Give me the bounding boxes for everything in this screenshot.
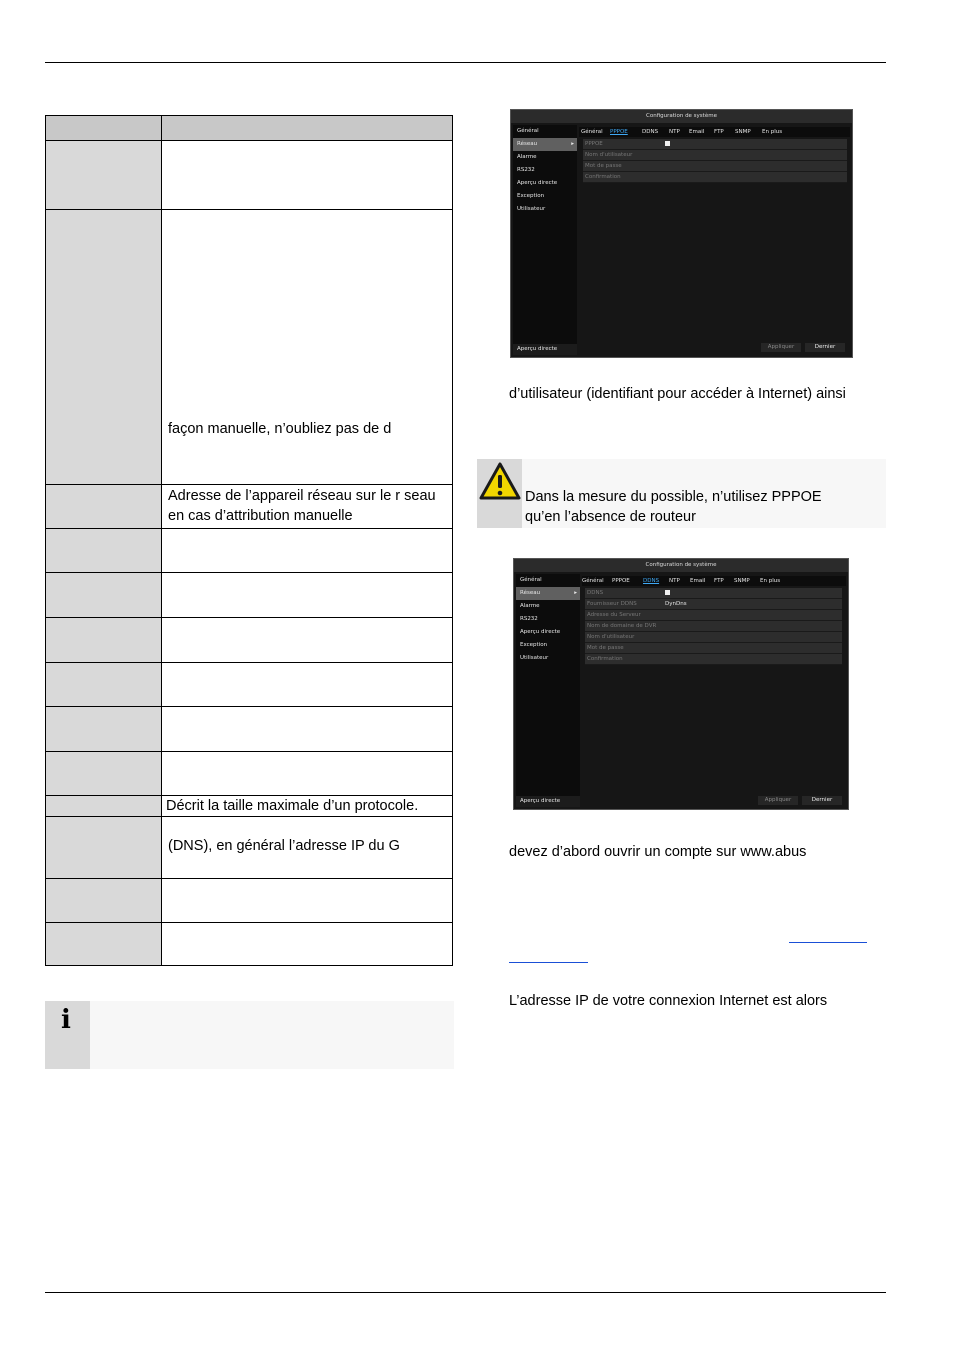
ddns-provider-select[interactable]: DynDns <box>665 601 687 607</box>
apply-button[interactable]: Appliquer <box>758 796 798 805</box>
table-row-desc <box>162 529 453 573</box>
table-row-desc <box>162 663 453 707</box>
table-row <box>46 923 453 966</box>
chevron-right-icon: ▸ <box>571 141 574 147</box>
tab-ftp[interactable]: FTP <box>714 578 724 584</box>
pppoe-checkbox[interactable] <box>665 141 670 146</box>
sidebar-item-network[interactable]: Réseau ▸ <box>513 138 577 151</box>
sidebar-item-user[interactable]: Utilisateur <box>517 206 546 212</box>
tab-snmp[interactable]: SNMP <box>734 578 750 584</box>
tab-ftp[interactable]: FTP <box>714 129 724 135</box>
ddns-checkbox[interactable] <box>665 590 670 595</box>
table-row <box>46 573 453 618</box>
link-underline-1[interactable] <box>789 942 867 943</box>
tab-general[interactable]: Général <box>582 578 604 584</box>
back-button[interactable]: Dernier <box>802 796 842 805</box>
pppoe-form <box>583 139 847 183</box>
form-row: PPPOE <box>583 139 847 150</box>
table-row-desc <box>162 573 453 618</box>
table-row-desc <box>162 752 453 796</box>
table-row <box>46 663 453 707</box>
table-row-desc: Adresse de l’appareil réseau sur le r seau en cas d’attribution manuelle <box>162 485 453 529</box>
form-row: Mot de passe <box>583 161 847 172</box>
table-row <box>46 485 453 529</box>
table-row <box>46 817 453 879</box>
form-row: Confirmation <box>585 654 842 665</box>
sidebar-menu <box>516 574 580 807</box>
screenshot-pppoe <box>510 109 853 358</box>
table-row-desc <box>162 923 453 966</box>
sidebar-item-general[interactable]: Général <box>520 577 542 583</box>
form-row: Mot de passe <box>585 643 842 654</box>
sidebar-menu <box>513 125 577 355</box>
screenshot-ddns <box>513 558 849 810</box>
window-title: Configuration de système <box>514 559 848 572</box>
table-row-desc: (DNS), en général l’adresse IP du G <box>162 817 453 879</box>
tab-email[interactable]: Email <box>690 578 706 584</box>
header-cell-parameter <box>46 116 162 141</box>
tab-bar <box>579 127 850 137</box>
tab-pppoe[interactable]: PPPOE <box>610 129 628 135</box>
sidebar-item-general[interactable]: Général <box>517 128 539 134</box>
info-note-sidebar <box>45 1001 90 1069</box>
table-row-desc <box>162 879 453 923</box>
table-header-row <box>46 116 453 141</box>
live-view-button[interactable]: Aperçu directe <box>516 796 580 807</box>
sidebar-item-network[interactable]: Réseau ▸ <box>516 587 580 600</box>
table-row <box>46 752 453 796</box>
tab-email[interactable]: Email <box>689 129 705 135</box>
tab-pppoe[interactable]: PPPOE <box>612 578 630 584</box>
sidebar-item-live-view[interactable]: Aperçu directe <box>520 629 561 635</box>
form-row: DDNS <box>585 588 842 599</box>
table-row-label <box>46 618 162 663</box>
table-row-label <box>46 879 162 923</box>
form-row: Adresse du Serveur <box>585 610 842 621</box>
form-row: Nom d'utilisateur <box>583 150 847 161</box>
form-row: Nom de domaine de DVR <box>585 621 842 632</box>
table-row <box>46 141 453 210</box>
chevron-right-icon: ▸ <box>574 590 577 596</box>
footer-rule <box>45 1292 886 1293</box>
tab-bar <box>582 576 846 586</box>
table-row <box>46 796 453 817</box>
parameter-table <box>45 115 453 966</box>
table-row-label <box>46 485 162 529</box>
table-row-label <box>46 529 162 573</box>
tab-ddns[interactable]: DDNS <box>642 129 659 135</box>
tab-ntp[interactable]: NTP <box>669 129 680 135</box>
tab-ddns[interactable]: DDNS <box>643 578 660 584</box>
tab-more[interactable]: En plus <box>762 129 783 135</box>
warning-sidebar <box>477 459 522 528</box>
tab-more[interactable]: En plus <box>760 578 781 584</box>
pppoe-paragraph: d’utilisateur (identifiant pour accéder à Internet) ainsi <box>509 386 846 402</box>
back-button[interactable]: Dernier <box>805 343 845 352</box>
sidebar-item-exception[interactable]: Exception <box>520 642 548 648</box>
link-underline-2[interactable] <box>509 962 588 963</box>
table-row-desc: façon manuelle, n’oubliez pas de d <box>162 210 453 485</box>
ddns-form <box>585 588 842 665</box>
table-row-label <box>46 141 162 210</box>
table-row <box>46 618 453 663</box>
table-row-desc <box>162 618 453 663</box>
table-row-desc <box>162 141 453 210</box>
sidebar-item-exception[interactable]: Exception <box>517 193 545 199</box>
table-row <box>46 879 453 923</box>
info-note <box>45 1001 454 1069</box>
table-row-label <box>46 923 162 966</box>
tab-ntp[interactable]: NTP <box>669 578 680 584</box>
sidebar-item-live-view[interactable]: Aperçu directe <box>517 180 558 186</box>
sidebar-item-rs232[interactable]: RS232 <box>517 167 535 173</box>
table-row-label <box>46 210 162 485</box>
table-row-label <box>46 573 162 618</box>
table-row-label <box>46 663 162 707</box>
table-row-label <box>46 707 162 752</box>
tab-general[interactable]: Général <box>581 129 603 135</box>
sidebar-item-alarm[interactable]: Alarme <box>520 603 540 609</box>
sidebar-item-alarm[interactable]: Alarme <box>517 154 537 160</box>
header-cell-description <box>162 116 453 141</box>
warning-note <box>477 459 886 528</box>
live-view-button[interactable]: Aperçu directe <box>513 344 577 355</box>
form-row: Fournisseur DDNS DynDns <box>585 599 842 610</box>
table-row-label <box>46 817 162 879</box>
table-row <box>46 529 453 573</box>
apply-button[interactable]: Appliquer <box>761 343 801 352</box>
info-icon: i <box>61 1005 71 1035</box>
table-row <box>46 210 453 485</box>
ip-paragraph: L’adresse IP de votre connexion Internet est alors <box>509 993 828 1009</box>
window-title: Configuration de système <box>511 110 852 123</box>
tab-snmp[interactable]: SNMP <box>735 129 751 135</box>
sidebar-item-user[interactable]: Utilisateur <box>520 655 549 661</box>
table-row-label <box>46 752 162 796</box>
table-row-desc: Décrit la taille maximale d’un protocole. <box>162 796 453 817</box>
table-row-label <box>46 796 162 817</box>
ddns-paragraph: devez d’abord ouvrir un compte sur www.abus <box>509 844 807 860</box>
warning-text-line2: qu’en l’absence de routeur <box>525 509 696 525</box>
form-row: Confirmation <box>583 172 847 183</box>
header-rule <box>45 62 886 63</box>
warning-triangle-icon <box>478 461 522 503</box>
table-row <box>46 707 453 752</box>
table-row-desc <box>162 707 453 752</box>
sidebar-item-rs232[interactable]: RS232 <box>520 616 538 622</box>
form-row: Nom d'utilisateur <box>585 632 842 643</box>
warning-text-line1: Dans la mesure du possible, n’utilisez PPPOE <box>525 489 822 505</box>
